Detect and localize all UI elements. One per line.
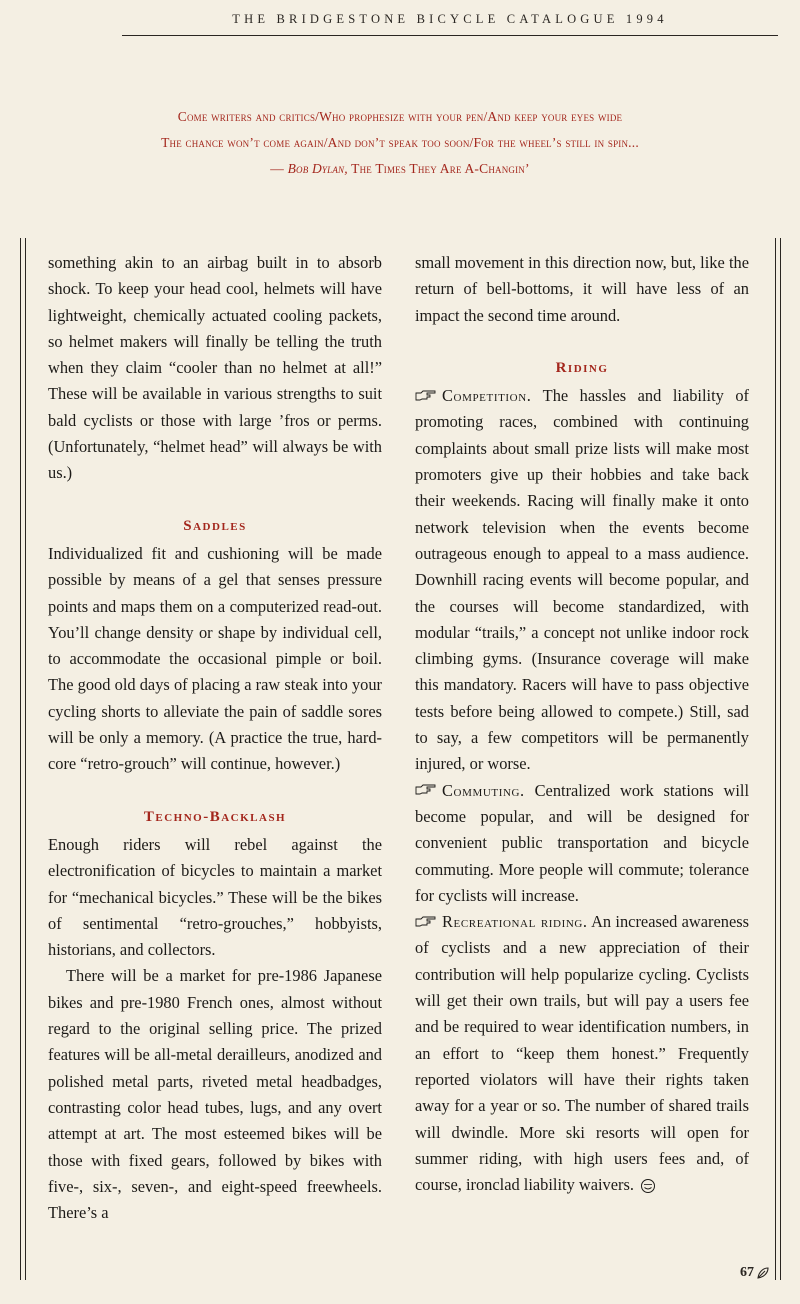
epigraph-line-1: Come writers and critics/Who prophesize with your pen/And keep your eyes wide (177, 109, 623, 124)
page-number (740, 1265, 770, 1281)
right-column (415, 250, 749, 1198)
riding-heading: Riding (555, 359, 609, 376)
saddles-paragraph: Individualized fit and cushioning will be made possible by means of a gel that senses pressure points and maps them on a computerized read-out. You’ll change density or shape by individual cell, to accommodate the occasional pimple or boil. The good old days of placing a raw steak into your cycling shorts to alleviate the pain of saddle sores will be only a memory. (A practice the true, hard-core “retro-grouch” will continue, however.) (48, 543, 382, 774)
left-intro-paragraph: something akin to an airbag built in to absorb shock. To keep your head cool, helmets will have lightweight, chemically actuated cooling packets, so helmet makers will finally be telling the truth when they claim “cooler than no helmet at all!” These will be available in various strengths to suit bald cyclists or those with large ’fros or perms. (Unfortunately, “helmet head” will always be with us.) (48, 253, 382, 483)
competition-label: Competition. (442, 386, 532, 406)
pointing-hand-icon (415, 390, 437, 401)
right-margin-rule (780, 238, 781, 1280)
attribution-work: The Times They Are A-Changin’ (347, 161, 530, 176)
left-column (48, 250, 382, 1226)
competition-text: The hassles and liability of promoting races, combined with continuing complaints about small prize lists will make most promoters give up their hobbies and take back their weekends. Racing will finally make it onto network television when the events become outrageous enough to appeal to a mass audience. Downhill racing events will become popular, and the courses will become standardized, with modular “trails,” a concept not unlike indoor rock climbing gyms. (Insurance coverage will make this mandatory. Racers will have to pass objective tests before being allowed to compete.) Still, sad to say, a few competitors will be permanently injured, or worse. (415, 386, 749, 774)
epigraph (40, 104, 760, 182)
attribution-dash: — (270, 161, 288, 176)
recreational-paragraph (415, 909, 749, 1198)
running-header: THE BRIDGESTONE BICYCLE CATALOGUE 1994 (232, 12, 668, 26)
pointing-hand-icon (415, 784, 437, 795)
saddles-heading: Saddles (183, 517, 247, 534)
recreational-label: Recreational riding. (442, 912, 588, 932)
techno-paragraph-2: There will be a market for pre-1986 Japanese bikes and pre-1980 French ones, almost without regard to the original selling price. The prized features will be all-metal derailleurs, anodized and polished metal parts, riveted metal headbadges, contrasting color head tubes, lugs, and any overt attempt at art. The most esteemed bikes will be those with fixed gears, followed by bikes with five-, six-, seven-, and eight-speed freewheels. There’s a (48, 966, 382, 1223)
pointing-hand-icon (415, 916, 437, 927)
left-margin-rule (20, 238, 21, 1280)
right-intro-paragraph: small movement in this direction now, but, like the return of bell-bottoms, it will have less of an impact the second time around. (415, 253, 749, 325)
smiley-face-icon (640, 1178, 656, 1194)
competition-paragraph (415, 383, 749, 777)
recreational-text: An increased awareness of cyclists and a new appreciation of their contribution will help popularize cycling. Cyclists will get their own trails, but will pay a users fee and be required to wear identification numbers, in an effort to “keep them honest.” Frequently reported violators will have their rights taken away for a year or so. The number of shared trails will dwindle. More ski resorts will open for summer riding, with high users fees and, of course, ironclad liability waivers. (415, 912, 749, 1195)
commuting-label: Commuting. (442, 780, 525, 800)
left-margin-rule-inner (25, 238, 26, 1280)
right-margin-rule-inner (775, 238, 776, 1280)
commuting-text: Centralized work stations will become popular, and will be designed for convenient public transportation and bicycle commuting. More people will commute; tolerance for cyclists will increase. (415, 780, 749, 905)
page-number-text: 67 (740, 1265, 754, 1280)
commuting-paragraph (415, 778, 749, 909)
leaf-ornament-icon (756, 1266, 770, 1280)
techno-paragraph-1: Enough riders will rebel against the electronification of bicycles to maintain a market for “mechanical bicycles.” These will be the bikes of sentimental “retro-grouches,” hobbyists, historians, and collectors. (48, 834, 382, 960)
attribution-author: Bob Dylan, (287, 161, 348, 176)
epigraph-line-2: The chance won’t come again/And don’t speak too soon/For the wheel’s still in spin... (161, 135, 639, 150)
techno-backlash-heading: Techno-Backlash (143, 808, 287, 825)
header-rule (122, 35, 778, 36)
epigraph-attribution (40, 156, 760, 182)
